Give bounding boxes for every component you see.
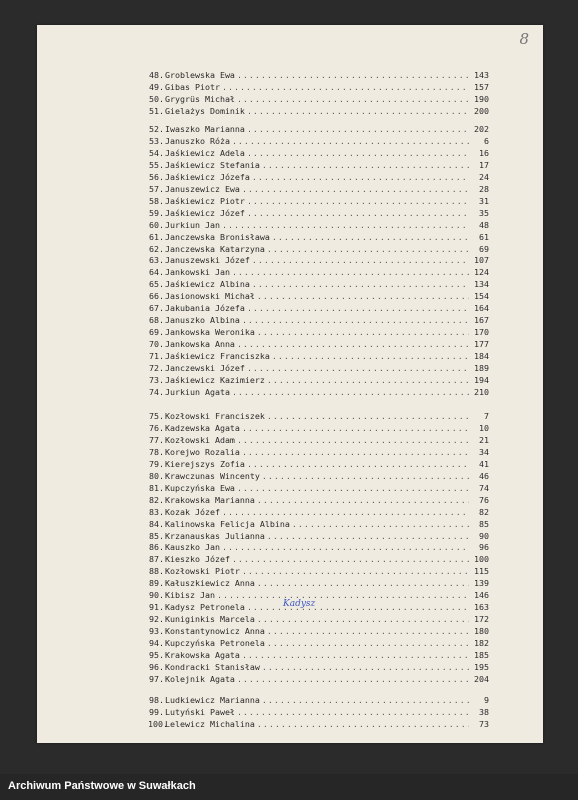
entry-page: 34 bbox=[479, 446, 489, 457]
entry-name: Gielażys Dominik bbox=[165, 105, 245, 116]
entry-number: 73. bbox=[149, 374, 164, 385]
entry-number: 93. bbox=[149, 626, 164, 637]
entry-name: Krawczunas Wincenty bbox=[165, 470, 260, 481]
entry-name: Krzanauskas Julianna bbox=[165, 530, 265, 541]
entry-page: 17 bbox=[479, 159, 489, 170]
list-item bbox=[149, 231, 489, 243]
list-item bbox=[149, 494, 489, 506]
dot-leader bbox=[240, 650, 469, 661]
entry-number: 76. bbox=[149, 422, 164, 433]
list-item bbox=[149, 159, 489, 171]
list-item bbox=[149, 614, 489, 625]
entry-name: Jankowski Jan bbox=[165, 267, 230, 278]
entry-name: Jankowska Weronika bbox=[165, 327, 255, 338]
entry-number: 49. bbox=[149, 82, 164, 92]
dot-leader bbox=[240, 566, 469, 577]
entry-name: Lelewicz Michalina bbox=[165, 718, 255, 729]
entry-page: 107 bbox=[474, 255, 489, 266]
entry-page: 21 bbox=[479, 434, 489, 445]
list-item bbox=[149, 124, 489, 135]
list-item bbox=[149, 542, 489, 553]
dot-leader bbox=[220, 542, 469, 553]
entry-number: 97. bbox=[149, 673, 164, 684]
entry-number: 57. bbox=[149, 183, 164, 194]
dot-leader bbox=[240, 423, 469, 434]
dot-leader bbox=[245, 124, 469, 135]
dot-leader bbox=[290, 519, 469, 530]
entry-page: 48 bbox=[479, 219, 489, 230]
entry-page: 82 bbox=[479, 506, 489, 517]
list-item bbox=[149, 171, 489, 183]
dot-leader bbox=[250, 172, 469, 183]
entry-page: 157 bbox=[474, 82, 489, 92]
handwritten-correction: Kadysz bbox=[283, 599, 316, 609]
entry-number: 86. bbox=[149, 542, 164, 553]
entry-page: 10 bbox=[479, 422, 489, 433]
list-item bbox=[149, 458, 489, 470]
entry-page: 61 bbox=[479, 231, 489, 242]
entry-name: Kieszko Józef bbox=[165, 554, 230, 565]
entry-number: 58. bbox=[149, 195, 164, 206]
entry-name: Krakowska Agata bbox=[165, 650, 240, 660]
list-item bbox=[149, 70, 489, 81]
list-item bbox=[149, 291, 489, 302]
entry-page: 90 bbox=[479, 530, 489, 541]
entry-page: 154 bbox=[474, 291, 489, 302]
entry-page: 204 bbox=[474, 673, 489, 684]
dot-leader bbox=[240, 315, 469, 326]
entry-name: Kolejnik Agata bbox=[165, 673, 235, 684]
entry-number: 79. bbox=[149, 458, 164, 469]
list-item bbox=[149, 578, 489, 589]
entry-page: 164 bbox=[474, 303, 489, 314]
list-item bbox=[149, 626, 489, 637]
entry-page: 100 bbox=[474, 554, 489, 565]
entry-number: 59. bbox=[149, 207, 164, 218]
entry-number: 88. bbox=[149, 566, 164, 577]
entry-page: 194 bbox=[474, 374, 489, 385]
list-item bbox=[149, 650, 489, 661]
entry-number: 96. bbox=[149, 662, 164, 672]
entry-number: 56. bbox=[149, 171, 164, 182]
entry-name: Kuniginkis Marcela bbox=[165, 614, 255, 625]
list-item bbox=[149, 695, 489, 706]
entry-name: Kozłowski Adam bbox=[165, 434, 235, 445]
entry-page: 146 bbox=[474, 590, 489, 601]
list-item bbox=[149, 255, 489, 266]
entry-page: 31 bbox=[479, 195, 489, 206]
list-item bbox=[149, 147, 489, 159]
dot-leader bbox=[270, 351, 469, 362]
entry-page: 177 bbox=[474, 339, 489, 350]
entry-number: 69. bbox=[149, 327, 164, 338]
list-item bbox=[149, 374, 489, 386]
dot-leader bbox=[230, 554, 469, 565]
entry-number: 52. bbox=[149, 124, 164, 134]
dot-leader bbox=[255, 291, 469, 302]
entry-number: 89. bbox=[149, 578, 164, 589]
entry-name: Groblewska Ewa bbox=[165, 70, 235, 80]
entry-name: Grygrüs Michał bbox=[165, 93, 235, 104]
entry-page: 210 bbox=[474, 386, 489, 397]
entry-name: Jakubania Józefa bbox=[165, 303, 245, 314]
entry-name: Kierejszys Zofia bbox=[165, 458, 245, 469]
entry-number: 62. bbox=[149, 243, 164, 254]
entry-page: 195 bbox=[474, 662, 489, 672]
list-item bbox=[149, 482, 489, 494]
entry-name: Kadysz Petronela bbox=[165, 602, 245, 613]
list-item bbox=[149, 602, 489, 613]
dot-leader bbox=[230, 267, 469, 278]
dot-leader bbox=[220, 220, 469, 231]
entry-name: Jaśkiewicz Kazimierz bbox=[165, 374, 265, 385]
entry-page: 46 bbox=[479, 470, 489, 481]
entry-name: Kalinowska Felicja Albina bbox=[165, 518, 290, 529]
entry-number: 87. bbox=[149, 554, 164, 565]
entry-number: 75. bbox=[149, 411, 164, 421]
dot-leader bbox=[265, 244, 469, 255]
entry-name: Konstantynowicz Anna bbox=[165, 626, 265, 637]
entry-name: Kozak Józef bbox=[165, 506, 220, 517]
entry-number: 91. bbox=[149, 602, 164, 613]
list-item bbox=[149, 470, 489, 482]
entry-number: 67. bbox=[149, 303, 164, 314]
entry-number: 65. bbox=[149, 279, 164, 290]
entry-page: 163 bbox=[474, 602, 489, 613]
entry-page: 28 bbox=[479, 183, 489, 194]
dot-leader bbox=[255, 578, 469, 589]
entry-number: 78. bbox=[149, 446, 164, 457]
entry-name: Gibas Piotr bbox=[165, 82, 220, 92]
entry-name: Lutyński Paweł bbox=[165, 707, 235, 717]
entry-name: Ludkiewicz Marianna bbox=[165, 695, 260, 705]
list-item bbox=[149, 518, 489, 530]
dot-leader bbox=[265, 626, 469, 637]
archive-footer bbox=[0, 774, 578, 800]
dot-leader bbox=[235, 674, 469, 685]
document-page bbox=[37, 25, 543, 743]
entry-name: Januszewski Józef bbox=[165, 255, 250, 266]
dot-leader bbox=[265, 531, 469, 542]
entry-name: Kupczyńska Petronela bbox=[165, 638, 265, 649]
dot-leader bbox=[250, 255, 469, 266]
entry-page: 190 bbox=[474, 93, 489, 104]
list-item bbox=[149, 446, 489, 458]
dot-leader bbox=[265, 375, 469, 386]
entry-number: 100. bbox=[148, 718, 168, 729]
entry-number: 82. bbox=[149, 494, 164, 505]
entry-number: 54. bbox=[149, 147, 164, 158]
entry-page: 16 bbox=[479, 147, 489, 158]
dot-leader bbox=[260, 471, 469, 482]
entry-number: 74. bbox=[149, 386, 164, 397]
list-item bbox=[149, 351, 489, 362]
entry-number: 72. bbox=[149, 363, 164, 373]
entry-number: 71. bbox=[149, 351, 164, 361]
entry-number: 92. bbox=[149, 614, 164, 625]
dot-leader bbox=[265, 411, 469, 422]
dot-leader bbox=[255, 495, 469, 506]
entry-name: Kozłowski Franciszek bbox=[165, 411, 265, 421]
list-item bbox=[149, 506, 489, 518]
name-index-list bbox=[37, 25, 543, 743]
entry-number: 81. bbox=[149, 482, 164, 493]
entry-number: 51. bbox=[149, 105, 164, 116]
entry-number: 80. bbox=[149, 470, 164, 481]
list-item bbox=[149, 554, 489, 565]
entry-page: 167 bbox=[474, 315, 489, 326]
list-item bbox=[148, 718, 489, 730]
dot-leader bbox=[235, 707, 469, 718]
list-item bbox=[149, 327, 489, 338]
entry-number: 48. bbox=[149, 70, 164, 80]
entry-name: Jurkiun Agata bbox=[165, 386, 230, 397]
entry-name: Krakowska Marianna bbox=[165, 494, 255, 505]
entry-page: 182 bbox=[474, 638, 489, 649]
entry-page: 134 bbox=[474, 279, 489, 290]
dot-leader bbox=[215, 590, 469, 601]
list-item bbox=[149, 279, 489, 290]
entry-name: Korejwo Rozalia bbox=[165, 446, 240, 457]
entry-page: 41 bbox=[479, 458, 489, 469]
entry-page: 76 bbox=[479, 494, 489, 505]
entry-page: 143 bbox=[474, 70, 489, 80]
dot-leader bbox=[245, 459, 469, 470]
entry-number: 85. bbox=[149, 530, 164, 541]
entry-page: 24 bbox=[479, 171, 489, 182]
entry-page: 96 bbox=[479, 542, 489, 553]
entry-number: 50. bbox=[149, 93, 164, 104]
dot-leader bbox=[245, 196, 469, 207]
entry-page: 184 bbox=[474, 351, 489, 361]
entry-name: Januszewicz Ewa bbox=[165, 183, 240, 194]
list-item bbox=[149, 707, 489, 718]
list-item bbox=[149, 82, 489, 93]
entry-number: 77. bbox=[149, 434, 164, 445]
entry-number: 68. bbox=[149, 315, 164, 326]
entry-name: Jaśkiewicz Franciszka bbox=[165, 351, 270, 361]
dot-leader bbox=[220, 82, 469, 93]
list-item bbox=[149, 411, 489, 422]
dot-leader bbox=[235, 435, 469, 446]
dot-leader bbox=[245, 106, 469, 117]
entry-number: 55. bbox=[149, 159, 164, 170]
entry-page: 180 bbox=[474, 626, 489, 637]
list-item bbox=[149, 662, 489, 673]
dot-leader bbox=[255, 719, 469, 730]
list-item bbox=[149, 183, 489, 195]
entry-page: 6 bbox=[484, 136, 489, 146]
dot-leader bbox=[255, 327, 469, 338]
entry-name: Kibisz Jan bbox=[165, 590, 215, 601]
list-item bbox=[149, 422, 489, 434]
entry-page: 35 bbox=[479, 207, 489, 218]
dot-leader bbox=[245, 602, 469, 613]
list-item bbox=[149, 303, 489, 314]
list-item bbox=[149, 530, 489, 542]
dot-leader bbox=[245, 148, 469, 159]
entry-name: Janczewska Bronisława bbox=[165, 231, 270, 242]
entry-name: Kałuszkiewicz Anna bbox=[165, 578, 255, 589]
entry-number: 83. bbox=[149, 506, 164, 517]
dot-leader bbox=[230, 136, 469, 147]
archive-name: Archiwum Państwowe w Suwałkach bbox=[8, 780, 196, 792]
list-item bbox=[149, 673, 489, 685]
dot-leader bbox=[240, 184, 469, 195]
dot-leader bbox=[255, 614, 469, 625]
dot-leader bbox=[235, 70, 469, 81]
dot-leader bbox=[240, 447, 469, 458]
entry-name: Jaśkiewicz Adela bbox=[165, 147, 245, 158]
entry-name: Kupczyńska Ewa bbox=[165, 482, 235, 493]
dot-leader bbox=[260, 160, 469, 171]
entry-name: Januszko Róża bbox=[165, 136, 230, 146]
entry-page: 200 bbox=[474, 105, 489, 116]
page-number-mark: 8 bbox=[519, 30, 529, 48]
list-item bbox=[149, 386, 489, 398]
entry-page: 170 bbox=[474, 327, 489, 338]
dot-leader bbox=[265, 638, 469, 649]
entry-name: Janczewska Katarzyna bbox=[165, 243, 265, 254]
entry-number: 90. bbox=[149, 590, 164, 601]
list-item bbox=[149, 339, 489, 350]
list-item bbox=[149, 267, 489, 278]
entry-name: Jaśkiewicz Józefa bbox=[165, 171, 250, 182]
entry-page: 124 bbox=[474, 267, 489, 278]
entry-number: 98. bbox=[149, 695, 164, 705]
entry-page: 185 bbox=[474, 650, 489, 660]
list-item bbox=[149, 93, 489, 105]
entry-page: 115 bbox=[474, 566, 489, 577]
entry-name: Januszko Albina bbox=[165, 315, 240, 326]
entry-number: 94. bbox=[149, 638, 164, 649]
entry-page: 172 bbox=[474, 614, 489, 625]
entry-name: Jaśkiewicz Józef bbox=[165, 207, 245, 218]
entry-number: 61. bbox=[149, 231, 164, 242]
entry-page: 85 bbox=[479, 518, 489, 529]
entry-page: 9 bbox=[484, 695, 489, 705]
list-item bbox=[149, 219, 489, 231]
dot-leader bbox=[235, 483, 469, 494]
entry-number: 64. bbox=[149, 267, 164, 278]
entry-number: 63. bbox=[149, 255, 164, 266]
entry-page: 7 bbox=[484, 411, 489, 421]
list-item bbox=[149, 105, 489, 117]
entry-name: Kauszko Jan bbox=[165, 542, 220, 553]
list-item bbox=[149, 243, 489, 255]
list-item bbox=[149, 590, 489, 601]
entry-name: Jasionowski Michał bbox=[165, 291, 255, 302]
entry-page: 74 bbox=[479, 482, 489, 493]
entry-page: 139 bbox=[474, 578, 489, 589]
entry-number: 53. bbox=[149, 136, 164, 146]
dot-leader bbox=[270, 232, 469, 243]
list-item bbox=[149, 207, 489, 219]
dot-leader bbox=[250, 279, 469, 290]
entry-page: 73 bbox=[479, 718, 489, 729]
entry-number: 60. bbox=[149, 219, 164, 230]
entry-name: Jaśkiewicz Stefania bbox=[165, 159, 260, 170]
list-item bbox=[149, 566, 489, 577]
entry-name: Kadzewska Agata bbox=[165, 422, 240, 433]
list-item bbox=[149, 195, 489, 207]
entry-name: Kondracki Stanisław bbox=[165, 662, 260, 672]
entry-name: Janczewski Józef bbox=[165, 363, 245, 373]
entry-page: 69 bbox=[479, 243, 489, 254]
entry-name: Jaśkiewicz Albina bbox=[165, 279, 250, 290]
dot-leader bbox=[245, 303, 469, 314]
dot-leader bbox=[260, 695, 469, 706]
entry-name: Kozłowski Piotr bbox=[165, 566, 240, 577]
list-item bbox=[149, 315, 489, 326]
list-item bbox=[149, 136, 489, 147]
list-item bbox=[149, 638, 489, 649]
list-item bbox=[149, 363, 489, 374]
entry-page: 38 bbox=[479, 707, 489, 717]
dot-leader bbox=[235, 339, 469, 350]
entry-number: 95. bbox=[149, 650, 164, 660]
dot-leader bbox=[235, 94, 469, 105]
list-item bbox=[149, 434, 489, 446]
entry-number: 70. bbox=[149, 339, 164, 350]
entry-name: Jaśkiewicz Piotr bbox=[165, 195, 245, 206]
entry-number: 84. bbox=[149, 518, 164, 529]
dot-leader bbox=[245, 363, 469, 374]
entry-page: 202 bbox=[474, 124, 489, 134]
entry-name: Jankowska Anna bbox=[165, 339, 235, 350]
dot-leader bbox=[220, 507, 469, 518]
entry-name: Jurkiun Jan bbox=[165, 219, 220, 230]
entry-number: 66. bbox=[149, 291, 164, 302]
entry-page: 189 bbox=[474, 363, 489, 373]
dot-leader bbox=[260, 662, 469, 673]
dot-leader bbox=[245, 208, 469, 219]
entry-number: 99. bbox=[149, 707, 164, 717]
dot-leader bbox=[230, 387, 469, 398]
entry-name: Iwaszko Marianna bbox=[165, 124, 245, 134]
